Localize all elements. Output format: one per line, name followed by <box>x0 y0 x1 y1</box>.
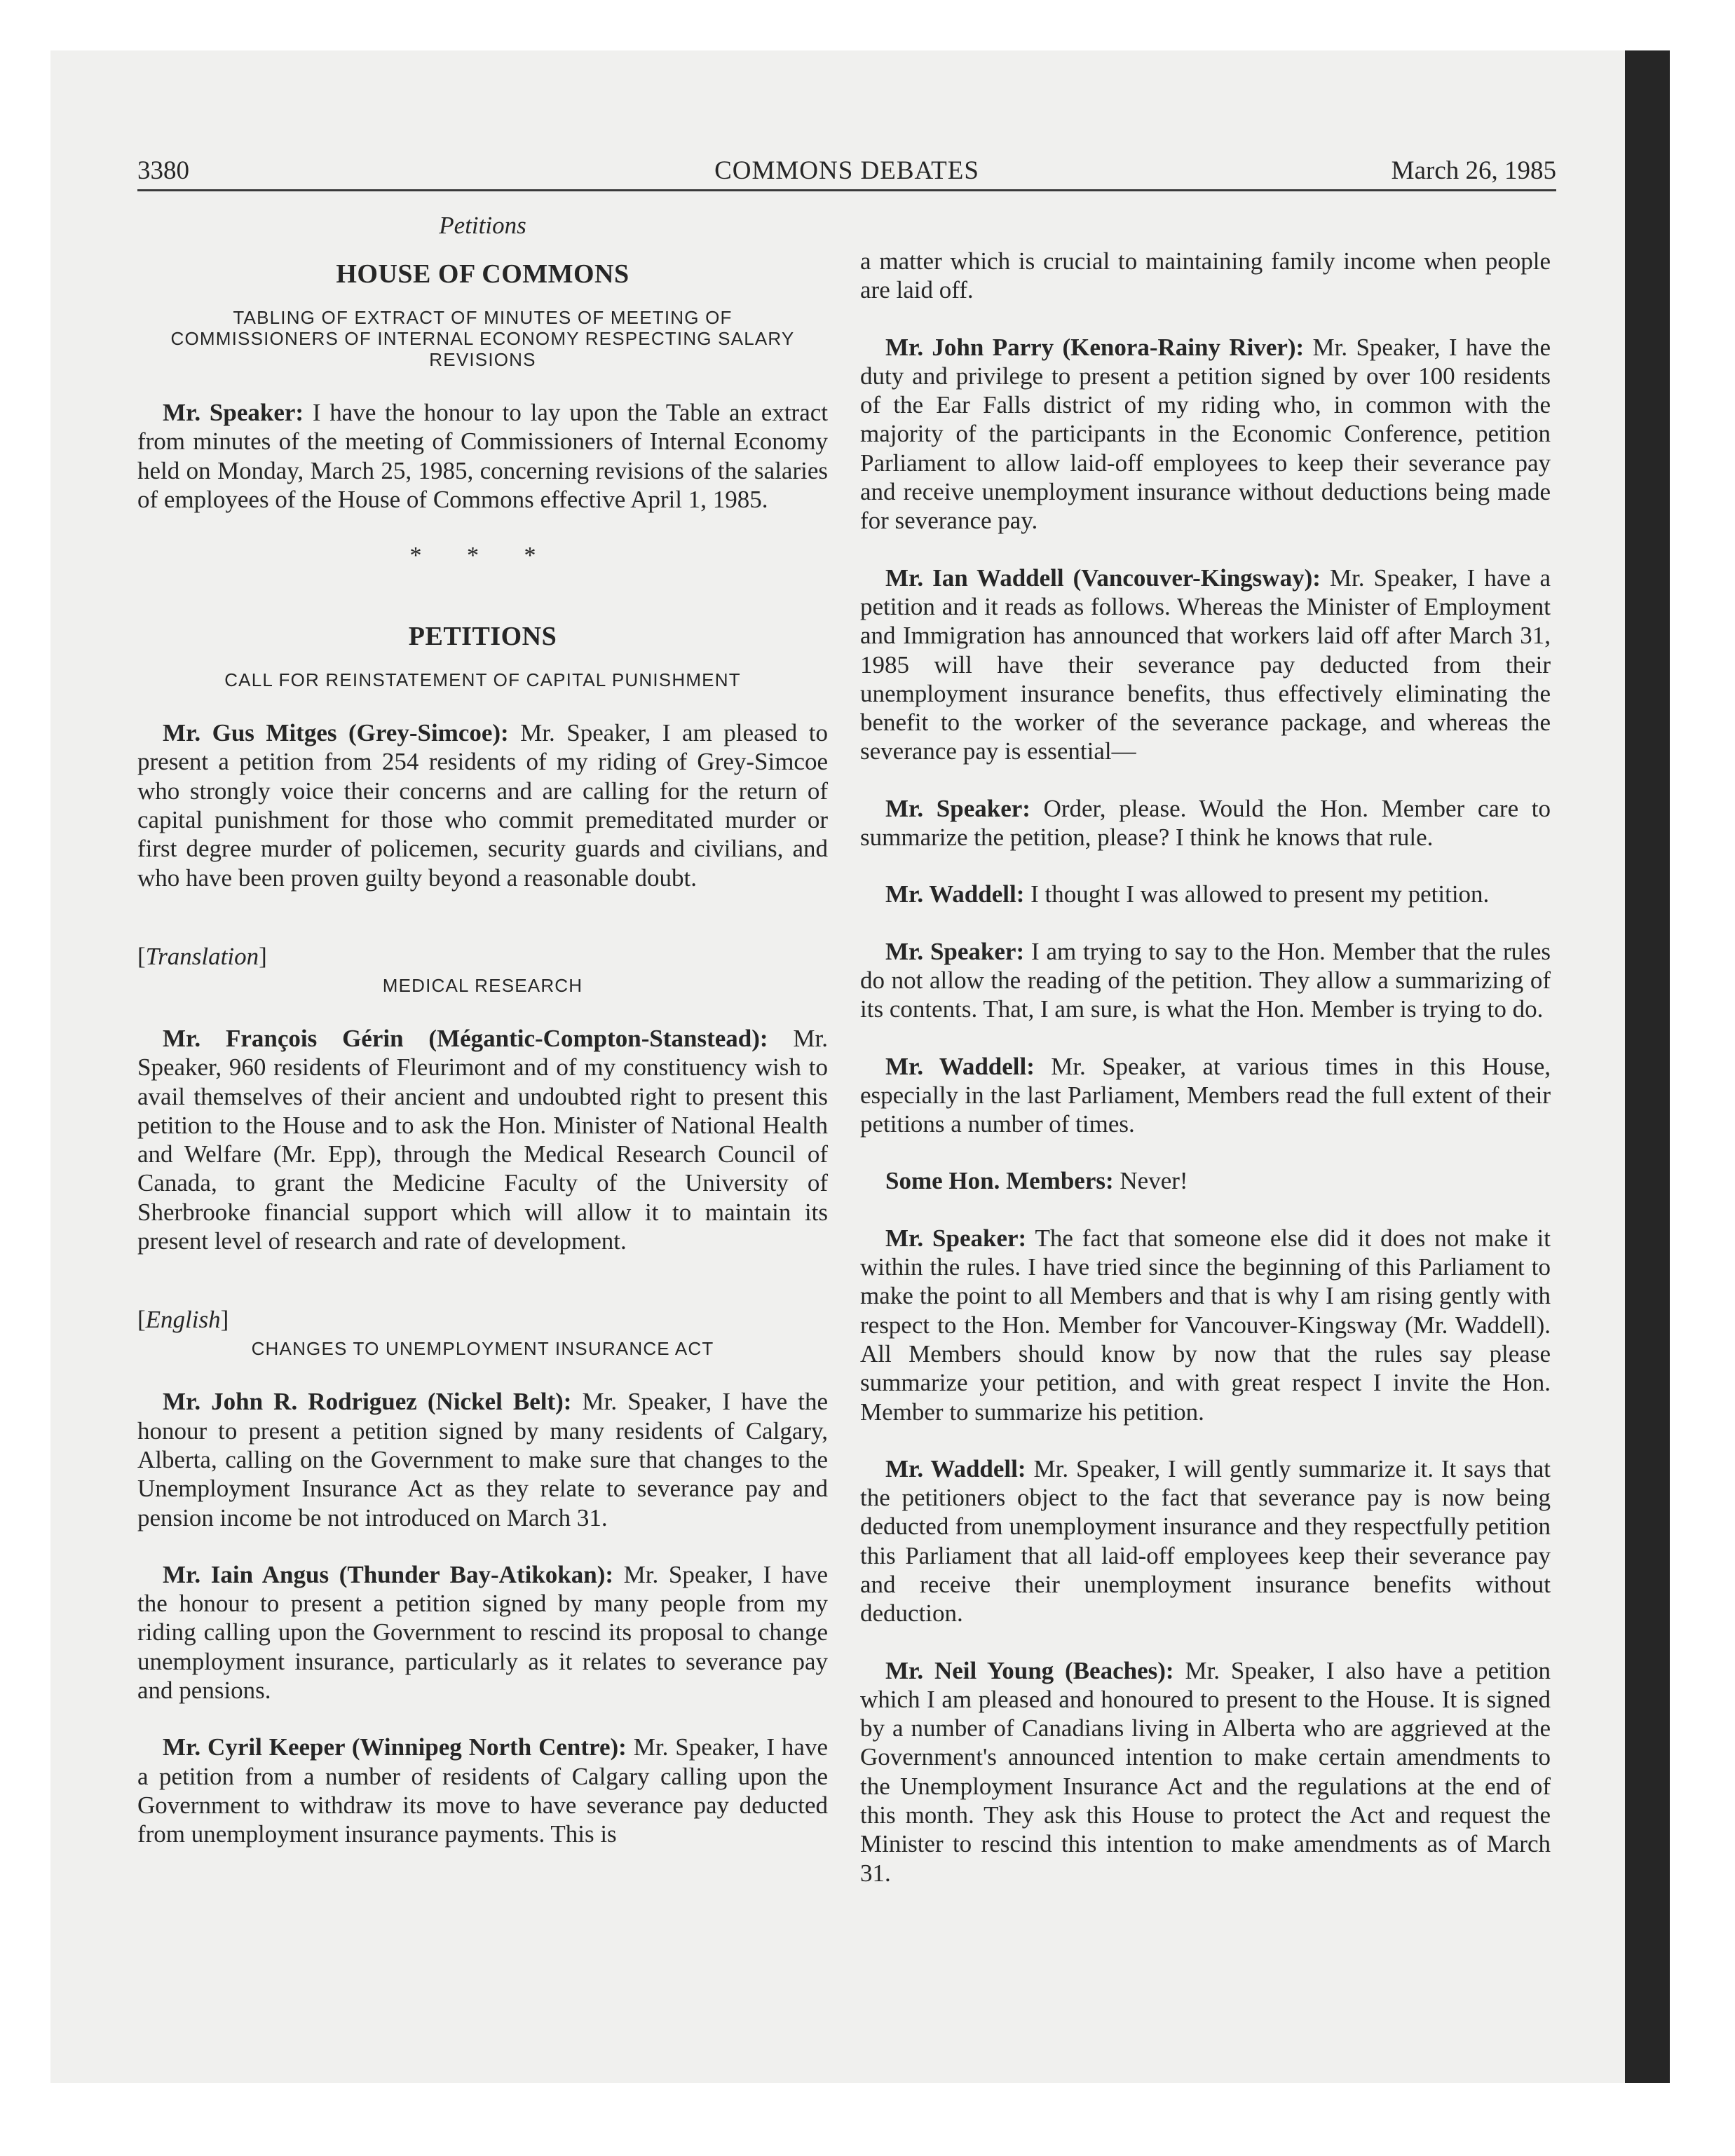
speech-paragraph <box>137 1387 828 1531</box>
speech-paragraph <box>137 1733 828 1848</box>
speaker-name: Mr. Iain Angus (Thunder Bay-Atikokan): <box>163 1560 614 1588</box>
speech-paragraph <box>860 1224 1551 1426</box>
house-heading: HOUSE OF COMMONS <box>336 259 630 289</box>
speech-paragraph <box>860 1454 1551 1628</box>
speaker-name: Mr. Speaker: <box>885 937 1025 965</box>
speech-continuation: a matter which is crucial to maintaining family income when people are laid off. <box>860 247 1551 304</box>
speaker-name: Mr. Ian Waddell (Vancouver-Kingsway): <box>885 564 1321 592</box>
speech-paragraph <box>860 1166 1551 1195</box>
section-separator: * * * <box>409 543 556 569</box>
right-column <box>860 247 1551 1888</box>
english-note: [English] <box>137 1306 229 1334</box>
scan-edge-shadow <box>1625 50 1670 2083</box>
speech-paragraph <box>860 794 1551 852</box>
speech-paragraph <box>860 1052 1551 1139</box>
speech-paragraph <box>137 1024 828 1255</box>
speech-paragraph <box>860 1656 1551 1888</box>
speech-text: Order, please. Would the Hon. Member care to summarize the petition, please? I think he knows that rule. <box>860 794 1551 852</box>
speech-text: Mr. Speaker, I will gently summarize it. It says that the petitioners object to the fact that severance pay is now being deducted from unemployment insurance and they respectfully petition this Parliament that all laid-off employees keep their severance pay and receive their unemployment insurance benefits without deduction. <box>860 1454 1551 1628</box>
speech-paragraph <box>860 937 1551 1024</box>
left-column <box>137 210 828 1849</box>
speaker-name: Mr. John Parry (Kenora-Rainy River): <box>885 333 1305 361</box>
speech-text: Mr. Speaker, 960 residents of Fleurimont and of my constituency wish to avail themselves of their ancient and undoubted right to present this petition to the House and to ask the Hon. Minister of National Health and Welfare (Mr. Epp), through the Medical Research Council of Canada, to grant the Medicine Faculty of the University of Sherbrooke financial support which will allow it to maintain its present level of research and rate of development. <box>137 1024 828 1255</box>
speaker-name: Mr. Waddell: <box>885 1454 1026 1482</box>
speech-text: I have the honour to lay upon the Table an extract from minutes of the meeting of Commissioners of Internal Economy held on Monday, March 25, 1985, concerning revisions of the salaries of employees of the House of Commons effective April 1, 1985. <box>137 399 828 513</box>
speaker-name: Mr. Cyril Keeper (Winnipeg North Centre): <box>163 1733 627 1761</box>
page-number: 3380 <box>137 156 189 185</box>
speaker-name: Mr. Gus Mitges (Grey-Simcoe): <box>163 719 509 747</box>
speech-text: I thought I was allowed to present my petition. <box>1024 880 1490 908</box>
speech-text: Mr. Speaker, I also have a petition which I am pleased and honoured to present to the House. It is signed by a number of Canadians living in Alberta who are aggrieved at the Government's announced intention to make certain amendments to the Unemployment Insurance Act and the regulations at the end of this month. They ask this House to protect the Act and request the Minister to rescind this intention to make amendments as of March 31. <box>860 1656 1551 1887</box>
speech-text: Mr. Speaker, I have the honour to present a petition signed by many residents of Calgary, Alberta, calling on the Government to make sure that changes to the Unemployment Insurance Act as they relate to severance pay and pension income be not introduced on March 31. <box>137 1388 828 1531</box>
issue-date: March 26, 1985 <box>1391 156 1556 185</box>
speech-paragraph <box>137 718 828 892</box>
speech-text: Mr. Speaker, I have a petition and it reads as follows. Whereas the Minister of Employment and Immigration has announced that workers laid off after March 31, 1985 will have their severance pay deducted from their unemployment insurance benefits, thus effectively eliminating the benefit to the worker of the severance package, and whereas the severance pay is essential— <box>860 564 1551 765</box>
speech-text: Mr. Speaker, I am pleased to present a petition from 254 residents of my riding of Grey-Simcoe who strongly voice their concerns and are calling for the return of capital punishment for those who commit premeditated murder or first degree murder of policemen, security guards and civilians, and who have been proven guilty beyond a reasonable doubt. <box>137 719 828 892</box>
speech-text: Mr. Speaker, I have the duty and privilege to present a petition signed by over 100 residents of the Ear Falls district of my riding who, in common with the majority of the participants in the Economic Conference, petition Parliament to allow laid-off employees to keep their severance pay and receive unemployment insurance without deductions being made for severance pay. <box>860 333 1551 535</box>
journal-title: COMMONS DEBATES <box>714 156 979 185</box>
speech-text: Mr. Speaker, at various times in this House, especially in the last Parliament, Members read the full extent of their petitions a number of times. <box>860 1052 1551 1138</box>
speaker-name: Mr. François Gérin (Mégantic-Compton-Stanstead): <box>163 1024 768 1052</box>
section-label: Petitions <box>439 212 526 239</box>
translation-label: Translation <box>145 942 259 970</box>
unemployment-insurance-heading: CHANGES TO UNEMPLOYMENT INSURANCE ACT <box>251 1338 714 1360</box>
running-header <box>137 156 1556 191</box>
speech-text: Mr. Speaker, I have the honour to present a petition signed by many people from my riding calling upon the Government to rescind its proposal to change unemployment insurance, particularly as it relates to severance pay and pensions. <box>137 1560 828 1705</box>
speech-paragraph <box>137 398 828 514</box>
speech-paragraph <box>860 880 1551 908</box>
speaker-name: Mr. Waddell: <box>885 880 1025 908</box>
speaker-name: Mr. Waddell: <box>885 1052 1035 1080</box>
speech-paragraph <box>860 564 1551 766</box>
speaker-name: Mr. Speaker: <box>885 794 1030 822</box>
translation-note: [Translation] <box>137 942 267 970</box>
speaker-name: Mr. Speaker: <box>163 399 304 426</box>
speech-text: Mr. Speaker, I have a petition from a number of residents of Calgary calling upon the Government to withdraw its move to have severance pay deducted from unemployment insurance payments. This is <box>137 1733 828 1848</box>
capital-punishment-heading: CALL FOR REINSTATEMENT OF CAPITAL PUNISHMENT <box>224 669 741 691</box>
speech-text: Never! <box>1113 1167 1188 1195</box>
speech-text: I am trying to say to the Hon. Member that the rules do not allow the reading of the petition. They allow a summarizing of its contents. That, I am sure, is what the Hon. Member is trying to do. <box>860 937 1551 1023</box>
english-label: English <box>145 1306 221 1334</box>
speech-text: The fact that someone else did it does not make it within the rules. I have tried since the beginning of this Parliament to make the point to all Members and that is why I am rising gently with respect to the Hon. Member for Vancouver-Kingsway (Mr. Waddell). All Members should know by now that the rules say please summarize your petition, and with great respect I invite the Hon. Member to summarize his petition. <box>860 1224 1551 1426</box>
medical-research-heading: MEDICAL RESEARCH <box>382 974 583 996</box>
speaker-name: Mr. Speaker: <box>885 1224 1027 1252</box>
petitions-heading: PETITIONS <box>408 622 557 652</box>
speech-paragraph <box>860 333 1551 535</box>
speech-paragraph <box>137 1560 828 1705</box>
speaker-name: Some Hon. Members: <box>885 1167 1114 1195</box>
tabling-heading: TABLING OF EXTRACT OF MINUTES OF MEETING OF COMMISSIONERS OF INTERNAL ECONOMY RESPECTING SALARY REVISIONS <box>170 307 795 370</box>
speaker-name: Mr. John R. Rodriguez (Nickel Belt): <box>163 1388 572 1416</box>
speaker-name: Mr. Neil Young (Beaches): <box>885 1656 1174 1684</box>
